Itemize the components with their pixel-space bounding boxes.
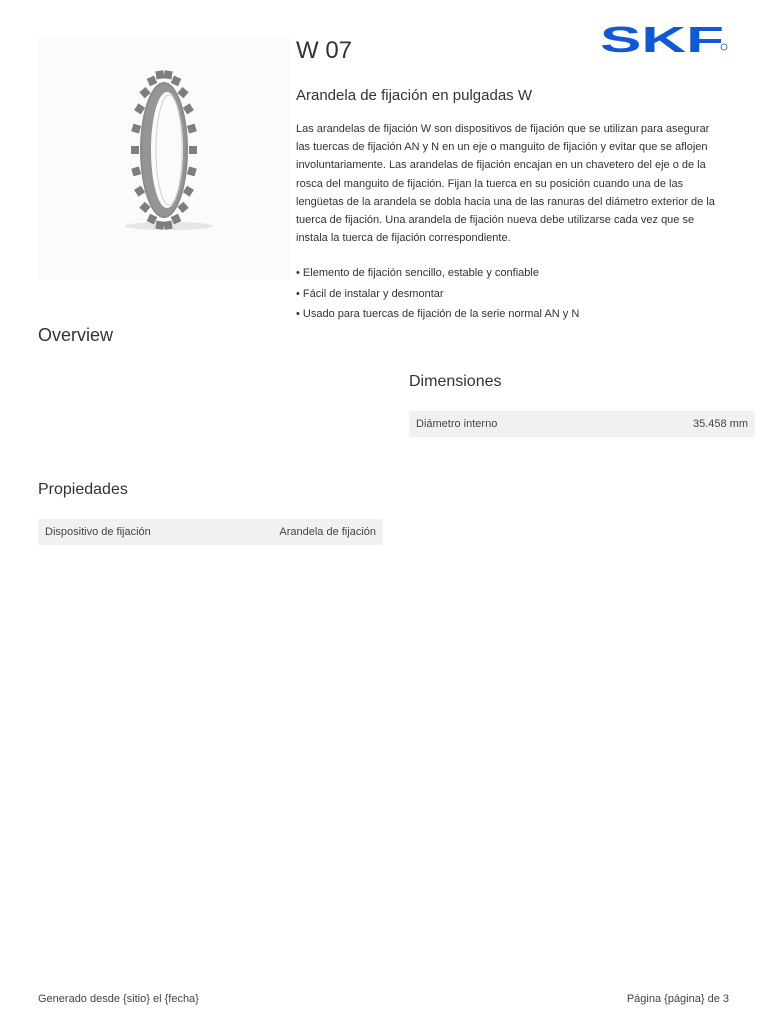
washer-tooth xyxy=(139,202,150,213)
spec-value: 35.458 mm xyxy=(692,418,748,430)
logo-text: SKF xyxy=(600,22,724,54)
washer-tooth xyxy=(183,103,194,114)
washer-tooth xyxy=(171,76,182,87)
footer-page-number: Página {página} de 3 xyxy=(626,993,729,1005)
product-title: W 07 xyxy=(296,37,353,64)
washer-tooth xyxy=(187,166,197,176)
product-description: Las arandelas de fijación W son dispositivos de fijación que se utilizan para asegurar las tuercas de fijación AN y N en un eje o manguito de fijación y evitar que se aflojen involuntariamente. Las arandelas de fijación encajan en un chavetero del eje o de la rosca del manguito de fijación. Fijan la tuerca en su posición cuando una de las lengüetas de la arandela se dobla hacia una de las ranuras del diámetro exterior de la tuerca de fijación. Una arandela de fijación nueva debe utilizarse cada vez que se instala la tuerca de fijación correspondiente. xyxy=(296,123,715,245)
washer-tooth xyxy=(164,221,173,230)
properties-heading: Propiedades xyxy=(38,481,128,498)
spec-value: Arandela de fijación xyxy=(279,526,376,538)
feature-item: • Fácil de instalar y desmontar xyxy=(296,284,579,305)
washer-tooth xyxy=(177,87,188,98)
washer-tooth xyxy=(131,146,139,154)
washer-tooth xyxy=(155,70,164,79)
washer-tooth xyxy=(139,87,150,98)
feature-item: • Elemento de fijación sencillo, estable y confiable xyxy=(296,263,579,284)
washer-tooth xyxy=(187,124,197,134)
lock-washer-image xyxy=(38,38,290,280)
footer-generated: Generado desde {sitio} el {fecha} xyxy=(38,993,199,1005)
washer-tooth xyxy=(147,76,158,87)
washer-tooth xyxy=(134,186,145,197)
spec-label: Diámetro interno xyxy=(416,418,498,430)
washer-tooth xyxy=(131,124,141,134)
property-row xyxy=(38,519,383,545)
washer-tooth xyxy=(177,202,188,213)
skf-logo xyxy=(600,22,730,54)
feature-list xyxy=(296,263,579,325)
product-subtitle: Arandela de fijación en pulgadas W xyxy=(296,87,532,104)
washer-tooth xyxy=(164,70,173,79)
overview-heading: Overview xyxy=(38,325,114,345)
washer-tooth xyxy=(183,186,194,197)
washer-tooth xyxy=(134,103,145,114)
spec-label: Dispositivo de fijación xyxy=(45,526,151,538)
washer-tooth xyxy=(155,221,164,230)
feature-item: • Usado para tuercas de fijación de la serie normal AN y N xyxy=(296,304,579,325)
product-image xyxy=(38,38,290,280)
dimensions-heading: Dimensiones xyxy=(409,373,502,390)
washer-tooth xyxy=(189,146,197,154)
dimension-row xyxy=(409,411,755,437)
washer-tooth xyxy=(131,166,141,176)
